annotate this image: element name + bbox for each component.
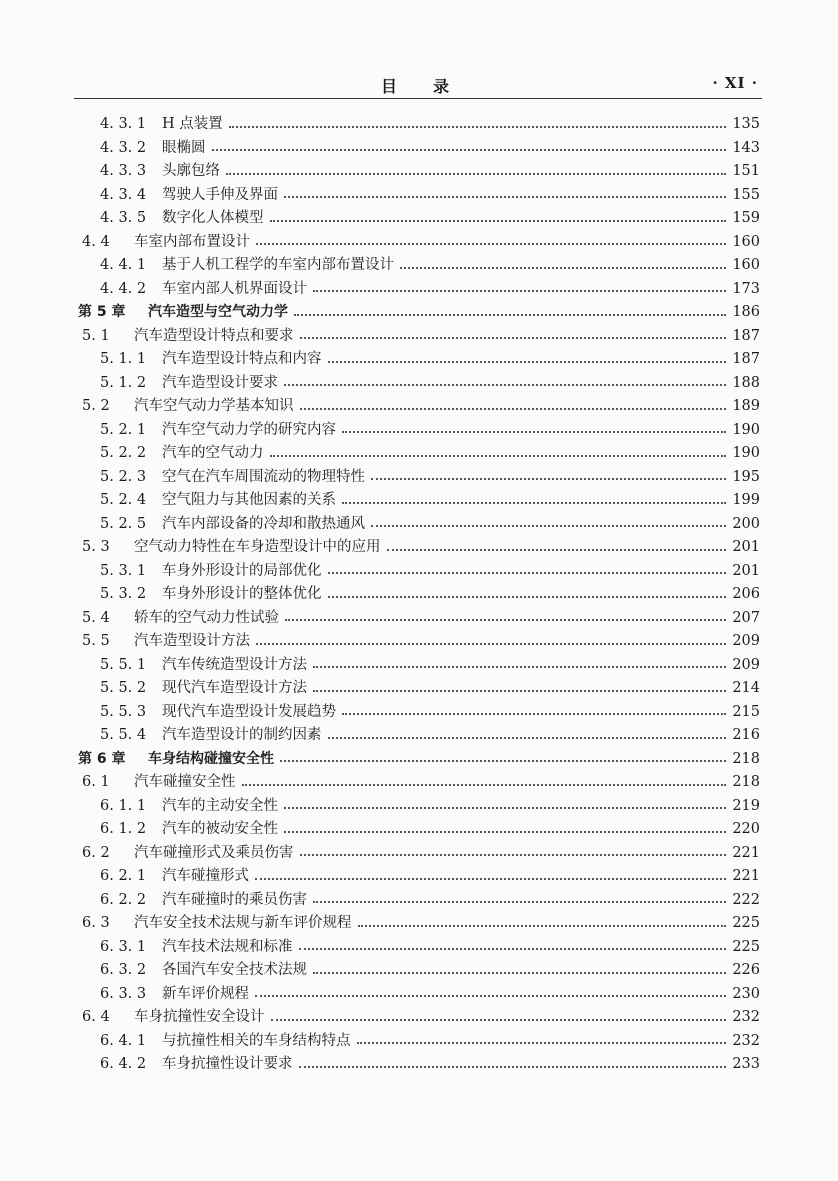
toc-entry[interactable] xyxy=(0,395,760,419)
toc-entry-number: 4. 3. 1 xyxy=(100,116,147,132)
toc-entry-number: 5. 5. 4 xyxy=(100,727,147,743)
toc-entry-number: 4. 4 xyxy=(82,233,110,250)
toc-entry-page: 187 xyxy=(732,351,760,367)
toc-entry-title: 眼椭圆 xyxy=(162,139,206,156)
toc-entry-number: 5. 1 xyxy=(82,327,110,344)
toc-entry-number: 6. 4 xyxy=(82,1009,110,1025)
header-title xyxy=(74,74,758,97)
toc-entry-number: 6. 3. 2 xyxy=(100,962,147,978)
toc-entry-page: 207 xyxy=(732,609,760,626)
toc-entry-number: 5. 5 xyxy=(82,633,110,649)
toc-entry-number: 6. 2. 2 xyxy=(100,891,147,908)
toc-entry-number: 5. 4 xyxy=(82,609,110,626)
toc-entry-number: 5. 2. 2 xyxy=(100,445,147,461)
toc-leader-dots xyxy=(357,1042,727,1044)
toc-entry-page: 186 xyxy=(732,304,760,320)
toc-entry-title: 数字化人体模型 xyxy=(162,210,264,226)
toc-entry[interactable] xyxy=(0,771,760,795)
toc-leader-dots xyxy=(313,972,726,974)
toc-entry[interactable] xyxy=(0,865,760,889)
toc-entry[interactable] xyxy=(0,701,760,725)
toc-entry-page: 201 xyxy=(732,539,760,555)
toc-leader-dots xyxy=(299,948,727,950)
toc-leader-dots xyxy=(342,502,726,504)
toc-entry[interactable] xyxy=(0,254,760,278)
toc-entry-number: 5. 5. 2 xyxy=(100,680,147,696)
toc-entry-number: 6. 1. 1 xyxy=(100,797,147,814)
toc-entry[interactable] xyxy=(0,607,760,631)
toc-leader-dots xyxy=(313,666,726,668)
toc-entry-title: 汽车造型设计要求 xyxy=(162,374,278,391)
toc-entry-page: 160 xyxy=(732,233,760,250)
toc-entry-number: 5. 2. 5 xyxy=(100,515,147,532)
toc-entry-page: 188 xyxy=(732,374,760,391)
toc-entry[interactable] xyxy=(0,630,760,654)
toc-leader-dots xyxy=(313,901,726,903)
toc-entry[interactable] xyxy=(0,654,760,678)
toc-entry-title: 汽车碰撞形式及乘员伤害 xyxy=(134,844,294,861)
toc-entry-number: 6. 2 xyxy=(82,844,110,861)
toc-leader-dots xyxy=(299,1066,727,1068)
toc-leader-dots xyxy=(294,314,726,316)
toc-entry[interactable] xyxy=(0,113,760,137)
toc-entry-page: 222 xyxy=(732,891,760,908)
toc-entry-title: H 点装置 xyxy=(162,116,223,132)
toc-leader-dots xyxy=(270,455,727,457)
toc-entry-title: 汽车的主动安全性 xyxy=(162,797,278,814)
header-rule xyxy=(74,98,762,99)
toc-chapter-entry[interactable] xyxy=(0,748,760,772)
toc-entry-page: 215 xyxy=(732,703,760,720)
toc-entry[interactable] xyxy=(0,983,760,1007)
running-header xyxy=(74,70,758,100)
toc-entry[interactable] xyxy=(0,842,760,866)
header-page-number: · XI · xyxy=(712,74,758,92)
toc-entry-title: 空气动力特性在车身造型设计中的应用 xyxy=(134,539,381,555)
toc-leader-dots xyxy=(342,713,726,715)
toc-entry-number: 5. 1. 1 xyxy=(100,351,147,367)
toc-entry[interactable] xyxy=(0,466,760,490)
toc-entry[interactable] xyxy=(0,560,760,584)
toc-leader-dots xyxy=(328,572,727,574)
toc-entry-number: 6. 3. 1 xyxy=(100,938,147,955)
header-title-right: 录 xyxy=(433,77,452,96)
toc-entry-title: 车身外形设计的整体优化 xyxy=(162,586,322,602)
toc-entry-number: 第 6 章 xyxy=(78,750,126,767)
toc-entry-title: 汽车造型设计特点和要求 xyxy=(134,327,294,344)
toc-entry-page: 135 xyxy=(732,116,760,132)
toc-entry-page: 214 xyxy=(732,680,760,696)
toc-entry-title: 汽车技术法规和标准 xyxy=(162,938,293,955)
toc-entry-title: 汽车安全技术法规与新车评价规程 xyxy=(134,915,352,931)
toc-entry-page: 225 xyxy=(732,938,760,955)
toc-entry-page: 226 xyxy=(732,962,760,978)
toc-entry-title: 汽车空气动力学的研究内容 xyxy=(162,421,336,438)
toc-entry-title: 驾驶人手伸及界面 xyxy=(162,186,278,203)
toc-entry[interactable] xyxy=(0,936,760,960)
toc-leader-dots xyxy=(229,126,727,128)
toc-leader-dots xyxy=(255,878,726,880)
toc-entry[interactable] xyxy=(0,419,760,443)
toc-entry-page: 173 xyxy=(732,280,760,297)
toc-entry[interactable] xyxy=(0,959,760,983)
toc-entry-title: 新车评价规程 xyxy=(162,985,249,1002)
toc-entry-title: 车身外形设计的局部优化 xyxy=(162,562,322,579)
toc-entry-page: 218 xyxy=(732,774,760,790)
toc-entry-title: 现代汽车造型设计发展趋势 xyxy=(162,703,336,720)
toc-entry-page: 201 xyxy=(732,562,760,579)
toc-leader-dots xyxy=(371,478,726,480)
toc-entry[interactable] xyxy=(0,278,760,302)
toc-entry-title: 车室内部人机界面设计 xyxy=(162,280,307,297)
toc-entry[interactable] xyxy=(0,795,760,819)
toc-leader-dots xyxy=(313,290,726,292)
toc-entry[interactable] xyxy=(0,724,760,748)
toc-entry-page: 221 xyxy=(732,868,760,884)
toc-leader-dots xyxy=(284,807,726,809)
toc-entry-page: 159 xyxy=(732,210,760,226)
toc-leader-dots xyxy=(256,243,726,245)
toc-leader-dots xyxy=(284,196,726,198)
toc-entry-page: 200 xyxy=(732,515,760,532)
toc-entry[interactable] xyxy=(0,536,760,560)
toc-entry-page: 187 xyxy=(732,327,760,344)
toc-entry-number: 5. 3. 2 xyxy=(100,586,147,602)
toc-leader-dots xyxy=(270,220,727,222)
toc-entry-page: 206 xyxy=(732,586,760,602)
toc-entry[interactable] xyxy=(0,137,760,161)
toc-entry-title: 轿车的空气动力性试验 xyxy=(134,609,279,626)
toc-entry-title: 车身结构碰撞安全性 xyxy=(148,750,274,767)
toc-entry-number: 6. 4. 2 xyxy=(100,1056,147,1072)
toc-entry[interactable] xyxy=(0,513,760,537)
toc-entry-page: 232 xyxy=(732,1009,760,1025)
toc-entry-title: 汽车造型设计特点和内容 xyxy=(162,351,322,367)
toc-entry-page: 225 xyxy=(732,915,760,931)
toc-entry-number: 5. 2 xyxy=(82,398,110,414)
toc-leader-dots xyxy=(387,549,727,551)
toc-entry-page: 151 xyxy=(732,163,760,179)
toc-entry[interactable] xyxy=(0,348,760,372)
toc-entry-title: 汽车造型与空气动力学 xyxy=(148,304,288,320)
toc-leader-dots xyxy=(371,525,726,527)
toc-entry-title: 汽车的被动安全性 xyxy=(162,821,278,837)
table-of-contents xyxy=(0,113,838,1077)
toc-entry-number: 第 5 章 xyxy=(78,304,126,320)
toc-entry-page: 209 xyxy=(732,633,760,649)
toc-entry[interactable] xyxy=(0,207,760,231)
toc-leader-dots xyxy=(280,760,726,762)
toc-entry[interactable] xyxy=(0,231,760,255)
toc-leader-dots xyxy=(328,361,727,363)
toc-entry-number: 4. 3. 3 xyxy=(100,163,147,179)
toc-entry-number: 5. 5. 1 xyxy=(100,656,147,673)
toc-entry-title: 汽车内部设备的冷却和散热通风 xyxy=(162,515,365,532)
toc-entry-page: 190 xyxy=(732,421,760,438)
toc-entry-title: 汽车碰撞安全性 xyxy=(134,774,236,790)
toc-entry-title: 基于人机工程学的车室内部布置设计 xyxy=(162,257,394,273)
toc-entry-title: 汽车传统造型设计方法 xyxy=(162,656,307,673)
toc-entry[interactable] xyxy=(0,677,760,701)
toc-leader-dots xyxy=(256,643,726,645)
toc-leader-dots xyxy=(255,995,726,997)
toc-entry-page: 230 xyxy=(732,985,760,1002)
toc-entry-page: 190 xyxy=(732,445,760,461)
toc-entry-number: 6. 4. 1 xyxy=(100,1032,147,1049)
toc-entry-title: 头廓包络 xyxy=(162,163,220,179)
toc-entry-number: 5. 2. 3 xyxy=(100,468,147,485)
toc-entry[interactable] xyxy=(0,1030,760,1054)
toc-entry[interactable] xyxy=(0,912,760,936)
toc-leader-dots xyxy=(328,596,727,598)
toc-entry-title: 现代汽车造型设计方法 xyxy=(162,680,307,696)
toc-entry[interactable] xyxy=(0,583,760,607)
toc-entry-page: 220 xyxy=(732,821,760,837)
toc-entry-title: 汽车碰撞时的乘员伤害 xyxy=(162,891,307,908)
toc-entry-number: 5. 3. 1 xyxy=(100,562,147,579)
toc-entry-page: 155 xyxy=(732,186,760,203)
toc-entry-number: 5. 2. 4 xyxy=(100,492,147,508)
toc-entry-page: 143 xyxy=(732,139,760,156)
toc-entry-number: 4. 4. 2 xyxy=(100,280,147,297)
toc-entry-title: 汽车碰撞形式 xyxy=(162,868,249,884)
toc-entry-title: 车身抗撞性设计要求 xyxy=(162,1056,293,1072)
toc-entry-title: 汽车空气动力学基本知识 xyxy=(134,398,294,414)
toc-entry-page: 218 xyxy=(732,750,760,767)
toc-entry[interactable] xyxy=(0,818,760,842)
toc-entry-number: 6. 3 xyxy=(82,915,110,931)
toc-entry-number: 5. 3 xyxy=(82,539,110,555)
toc-entry-page: 160 xyxy=(732,257,760,273)
toc-leader-dots xyxy=(342,431,726,433)
toc-leader-dots xyxy=(226,173,726,175)
toc-entry[interactable] xyxy=(0,184,760,208)
toc-entry-number: 4. 3. 5 xyxy=(100,210,147,226)
toc-entry-page: 209 xyxy=(732,656,760,673)
toc-entry-page: 233 xyxy=(732,1056,760,1072)
toc-entry[interactable] xyxy=(0,160,760,184)
toc-leader-dots xyxy=(212,149,727,151)
toc-entry-number: 6. 1 xyxy=(82,774,110,790)
toc-leader-dots xyxy=(400,267,726,269)
toc-entry-title: 空气在汽车周围流动的物理特性 xyxy=(162,468,365,485)
toc-chapter-entry[interactable] xyxy=(0,301,760,325)
toc-entry[interactable] xyxy=(0,442,760,466)
toc-entry-title: 与抗撞性相关的车身结构特点 xyxy=(162,1032,351,1049)
toc-entry-number: 6. 1. 2 xyxy=(100,821,147,837)
toc-entry-title: 空气阻力与其他因素的关系 xyxy=(162,492,336,508)
toc-leader-dots xyxy=(328,737,727,739)
toc-leader-dots xyxy=(285,619,726,621)
toc-entry[interactable] xyxy=(0,372,760,396)
toc-leader-dots xyxy=(358,925,727,927)
toc-entry-page: 219 xyxy=(732,797,760,814)
toc-leader-dots xyxy=(313,690,726,692)
toc-leader-dots xyxy=(300,854,727,856)
toc-entry-title: 汽车造型设计的制约因素 xyxy=(162,727,322,743)
toc-entry-number: 5. 2. 1 xyxy=(100,421,147,438)
toc-entry-title: 车身抗撞性安全设计 xyxy=(134,1009,265,1025)
toc-leader-dots xyxy=(300,408,727,410)
toc-entry-title: 汽车的空气动力 xyxy=(162,445,264,461)
toc-entry-page: 216 xyxy=(732,727,760,743)
toc-entry-number: 6. 2. 1 xyxy=(100,868,147,884)
header-title-left: 目 xyxy=(380,77,399,96)
toc-leader-dots xyxy=(242,784,727,786)
toc-entry-title: 车室内部布置设计 xyxy=(134,233,250,250)
toc-entry-number: 5. 5. 3 xyxy=(100,703,147,720)
toc-entry[interactable] xyxy=(0,325,760,349)
toc-entry-page: 189 xyxy=(732,398,760,414)
toc-entry[interactable] xyxy=(0,1053,760,1077)
toc-entry-page: 221 xyxy=(732,844,760,861)
toc-entry[interactable] xyxy=(0,1006,760,1030)
toc-leader-dots xyxy=(300,337,727,339)
toc-entry-number: 5. 1. 2 xyxy=(100,374,147,391)
toc-entry-page: 199 xyxy=(732,492,760,508)
toc-entry-number: 4. 4. 1 xyxy=(100,257,147,273)
toc-entry[interactable] xyxy=(0,489,760,513)
toc-entry-title: 汽车造型设计方法 xyxy=(134,633,250,649)
toc-entry-page: 195 xyxy=(732,468,760,485)
toc-entry[interactable] xyxy=(0,889,760,913)
toc-leader-dots xyxy=(271,1019,727,1021)
toc-entry-number: 6. 3. 3 xyxy=(100,985,147,1002)
toc-entry-title: 各国汽车安全技术法规 xyxy=(162,962,307,978)
toc-leader-dots xyxy=(284,384,726,386)
toc-entry-page: 232 xyxy=(732,1032,760,1049)
toc-leader-dots xyxy=(284,831,726,833)
toc-entry-number: 4. 3. 4 xyxy=(100,186,147,203)
toc-entry-number: 4. 3. 2 xyxy=(100,139,147,156)
